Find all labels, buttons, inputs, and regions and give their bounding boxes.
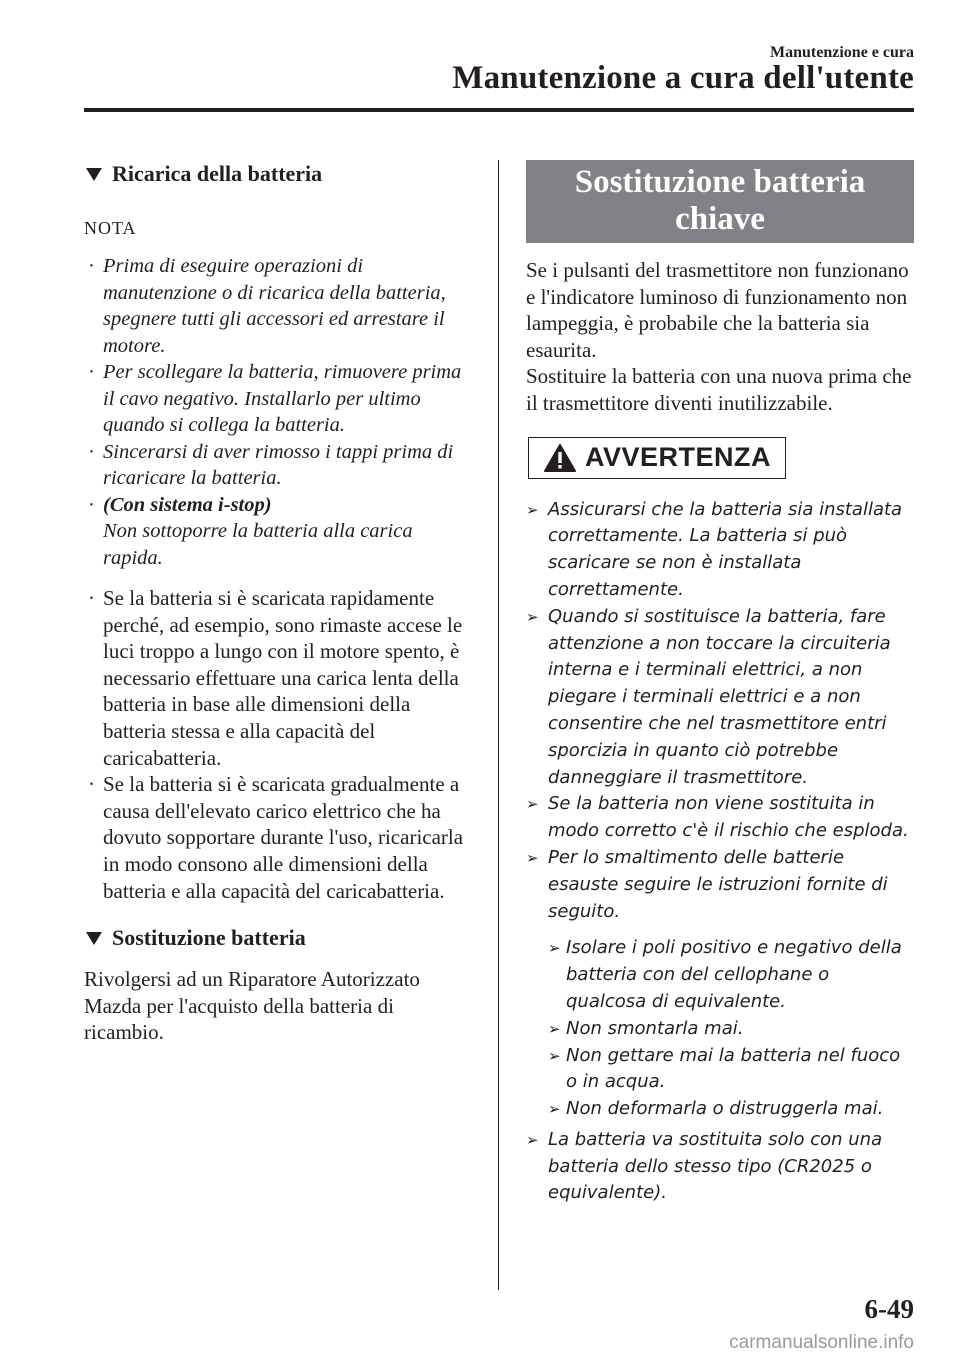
warning-label: AVVERTENZA	[584, 442, 771, 473]
nota-istop-text: Non sottoporre la batteria alla carica rapida.	[103, 520, 413, 569]
page-number: 6-49	[864, 1294, 914, 1324]
warning-item: ➢ Quando si sostituisce la batteria, fare attenzione a non toccare la circuiteria interna e i terminali elettrici, a non piegare i terminali elettrici e a non consentire che nel trasmettitore entri sporcizia in quanto ciò potrebbe danneggiare il trasmettitore.	[526, 604, 914, 792]
nota-item-istop	[84, 492, 474, 572]
watermark: carmanualsonline.info	[729, 1332, 914, 1353]
intro-paragraph-2: Sostituire la batteria con una nuova prima che il trasmettitore diventi inutilizzabile.	[526, 364, 912, 415]
banner-line-2: chiave	[675, 201, 765, 237]
warning-item: ➢ La batteria va sostituita solo con una batteria dello stesso tipo (CR2025 o equivalente).	[526, 1127, 914, 1207]
warning-disposal-text: Per lo smaltimento delle batterie esauste seguire le istruzioni fornite di seguito.	[548, 846, 888, 922]
disposal-sub-list	[548, 935, 914, 1123]
list-item: · Se la batteria si è scaricata rapidamente perché, ad esempio, sono rimaste accese le luci troppo a lungo con il motore spento, è necessario effettuare una carica lenta della batteria in base alle dimensioni della batteria stessa e alla capacità del caricabatteria.	[84, 585, 474, 771]
sub-warning-item: ➢ Non gettare mai la batteria nel fuoco o in acqua.	[548, 1043, 914, 1097]
header-rule	[84, 108, 914, 112]
triangle-bullet-icon	[86, 168, 102, 181]
nota-item: · Sincerarsi di aver rimosso i tappi prima di ricaricare la batteria.	[84, 439, 474, 492]
nota-item: · Per scollegare la batteria, rimuovere prima il cavo negativo. Installarlo per ultimo quando si collega la batteria.	[84, 359, 474, 439]
sub-warning-item: ➢ Non smontarla mai.	[548, 1016, 914, 1043]
heading-sostituzione-text: Sostituzione batteria	[112, 925, 306, 951]
left-column	[84, 160, 474, 1046]
charging-bullets	[84, 585, 474, 904]
replacement-paragraph: Rivolgersi ad un Riparatore Autorizzato Mazda per l'acquisto della batteria di ricambio.	[84, 967, 420, 1045]
nota-list	[84, 253, 474, 571]
warning-triangle-icon	[543, 443, 577, 473]
list-item: · Se la batteria si è scaricata gradualmente a causa dell'elevato carico elettrico che ha dovuto sopportare durante l'uso, ricaricarla in modo consono alle dimensioni della batteria e alla capacità del caricabatteria.	[84, 771, 474, 904]
triangle-bullet-icon	[86, 932, 102, 945]
column-divider	[498, 160, 499, 1290]
warning-item-disposal	[526, 845, 914, 1123]
warning-item: ➢ Assicurarsi che la batteria sia installata correttamente. La batteria si può scaricare se non è installata correttamente.	[526, 497, 914, 604]
banner-line-1: Sostituzione batteria	[574, 164, 866, 200]
heading-ricarica	[84, 160, 474, 188]
nota-istop-label: (Con sistema i-stop)	[103, 493, 272, 516]
sub-warning-item: ➢ Non deformarla o distruggerla mai.	[548, 1096, 914, 1123]
warning-box	[528, 437, 786, 479]
heading-ricarica-text: Ricarica della batteria	[112, 161, 323, 186]
header-section-title: Manutenzione a cura dell'utente	[452, 60, 914, 96]
header-section-small: Manutenzione e cura	[770, 44, 914, 61]
right-column	[526, 160, 914, 1207]
nota-label: NOTA	[84, 218, 137, 238]
nota-item: · Prima di eseguire operazioni di manutenzione o di ricarica della batteria, spegnere tutti gli accessori ed arrestare il motore.	[84, 253, 474, 359]
heading-sostituzione	[84, 924, 474, 952]
sub-warning-item: ➢ Isolare i poli positivo e negativo della batteria con del cellophane o qualcosa di equivalente.	[548, 935, 914, 1015]
intro-paragraph-1: Se i pulsanti del trasmettitore non funzionano e l'indicatore luminoso di funzionamento non lampeggia, è probabile che la batteria sia esaurita.	[526, 258, 909, 362]
warning-item: ➢ Se la batteria non viene sostituita in modo corretto c'è il rischio che esploda.	[526, 791, 914, 845]
section-banner	[526, 160, 914, 243]
warning-list	[526, 497, 914, 1208]
